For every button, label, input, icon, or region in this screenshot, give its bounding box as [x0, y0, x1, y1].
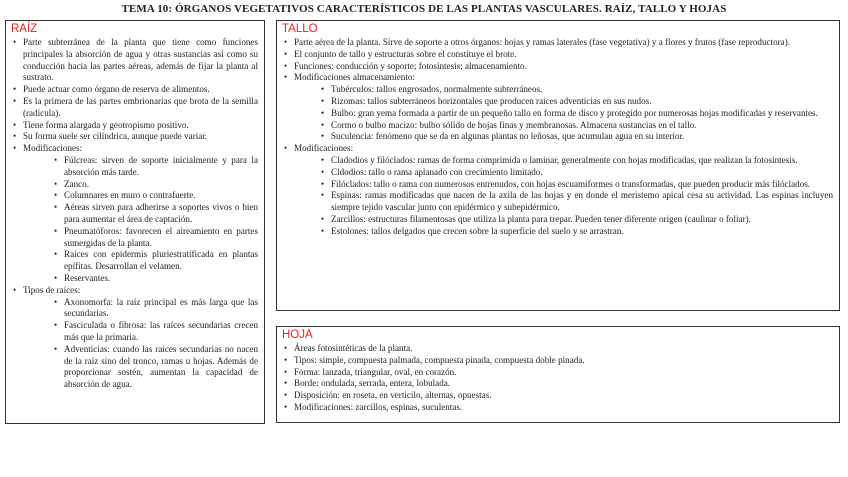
list-item: • Adventicias: cuando las raíces secundarias no nacen de la raíz sino del tronco, ramas u hojas. Además de proporcionar sostén, aumentan la capacidad de absorción de agua.: [64, 344, 258, 391]
list-item: • Puede actuar como órgano de reserva de alimentos.: [23, 84, 258, 96]
list-item: • Aéreas sirven para adherirse a soportes vivos o bien para aumentar el área de captación.: [64, 202, 258, 226]
list-item: • Rizomas: tallos subterráneos horizontales que producen raíces adventicias en sus nudos.: [331, 96, 833, 108]
list-item: • Bulbo: gran yema formada a partir de un pequeño tallo en forma de disco y protegido por numerosas hojas modificadas y reservantes.: [331, 108, 833, 120]
list-item: • Cladodios y filóclados: ramas de forma comprimida o laminar, generalmente con hojas modificadas, que realizan la fotosíntesis.: [331, 155, 833, 167]
tallo-list: [282, 37, 833, 238]
list-item: • El conjunto de tallo y estructuras sobre el constituye el brote.: [294, 49, 833, 61]
list-item: • Su forma suele ser cilíndrica, aunque puede variar.: [23, 131, 258, 143]
list-item: • Tiene forma alargada y geotropismo positivo.: [23, 120, 258, 132]
list-item: • Reservantes.: [64, 273, 258, 285]
raiz-list: [11, 37, 258, 391]
tallo-mods-label: Modificaciones:: [294, 143, 354, 154]
list-item: • Borde: ondulada, serrada, entera, lobulada.: [294, 378, 833, 390]
raiz-heading: RAÍZ: [11, 23, 38, 35]
hoja-box: [276, 326, 840, 423]
raiz-types-label: Tipos de raíces:: [23, 284, 81, 295]
list-item: • Filóclados: tallo o rama con numerosos entrenudos, con hojas escuamiformes o transformadas, que pueden producir más filóclados.: [331, 179, 833, 191]
list-item: • Raíces con epidermis pluriestratificada en plantas epífitas. Desarrollan el velamen.: [64, 249, 258, 273]
list-item: • Parte subterránea de la planta que tiene como funciones principales la absorción de agua y otras sustancias así como su conducción hacia las partes aéreas, además de fijar la planta al sustrato.: [23, 37, 258, 84]
list-item: • Funciones: conducción y soporte; fotosíntesis; almacenamiento.: [294, 61, 833, 73]
list-item: • Áreas fotosintéticas de la planta.: [294, 343, 833, 355]
tallo-heading: TALLO: [282, 23, 318, 35]
list-item: • Modificaciones: zarcillos, espinas, suculentas.: [294, 402, 833, 414]
hoja-list: [282, 343, 833, 414]
list-item: [294, 143, 833, 237]
list-item: • Cormo o bulbo macizo: bulbo sólido de hojas finas y membranosas. Almacena sustancias en el tallo.: [331, 120, 833, 132]
list-item: • Disposición: en roseta, en verticilo, alternas, opuestas.: [294, 390, 833, 402]
list-item: • Tubérculos: tallos engrosados, normalmente subterráneos.: [331, 84, 833, 96]
list-item: • Axonomorfa: la raíz principal es más larga que las secundarias.: [64, 297, 258, 321]
hoja-heading: HOJA: [282, 329, 313, 341]
list-item: • Espinas: ramas modificadas que nacen de la axila de las hojas y en donde el meristemo apical cesa su actividad. Las espinas incluyen siempre tejido vascular junto con epidérmico y subepidérmico.: [331, 190, 833, 214]
list-item: • Tipos: simple, compuesta palmada, compuesta pinada, compuesta doble pinada.: [294, 355, 833, 367]
tallo-storage-label: Modificaciones almacenamiento:: [294, 72, 415, 83]
tallo-storage-list: [294, 84, 833, 143]
list-item: • Cldodios: tallo o rama aplanado con crecimiento limitado.: [331, 167, 833, 179]
list-item: [294, 72, 833, 143]
raiz-modifications-list: [23, 155, 258, 285]
tallo-box: [276, 20, 840, 311]
list-item: • Columnares en muro o contrafuerte.: [64, 190, 258, 202]
tallo-mods-list: [294, 155, 833, 238]
list-item: • Es la primera de las partes embrionarias que brota de la semilla (radícula).: [23, 96, 258, 120]
list-item: [23, 285, 258, 391]
list-item: • Fasciculada o fibrosa: las raíces secundarias crecen más que la primaria.: [64, 320, 258, 344]
list-item: • Zarcillos: estructuras filamentosas que utiliza la planta para trepar. Pueden tener diferente origen (caulinar o foliar).: [331, 214, 833, 226]
raiz-types-list: [23, 297, 258, 391]
list-item: • Forma: lanzada, triangular, oval, en corazón.: [294, 367, 833, 379]
raiz-modifications-label: Modificaciones:: [23, 143, 83, 154]
raiz-box: [5, 20, 265, 424]
list-item: • Parte aérea de la planta. Sirve de soporte a otros órganos: hojas y ramas laterales (fase vegetativa) y a flores y frutos (fase reproductora).: [294, 37, 833, 49]
list-item: • Zanco.: [64, 179, 258, 191]
list-item: • Fúlcreas: sirven de soporte inicialmente y para la absorción más tarde.: [64, 155, 258, 179]
list-item: • Pneumatóforos: favorecen el aireamiento en partes sumergidas de la planta.: [64, 226, 258, 250]
list-item: [23, 143, 258, 285]
list-item: • Suculencia: fenómeno que se da en algunas plantas no leñosas, que acumulan agua en su interior.: [331, 131, 833, 143]
page-title: TEMA 10: ÓRGANOS VEGETATIVOS CARACTERÍSTICOS DE LAS PLANTAS VASCULARES. RAÍZ, TALLO Y HOJAS: [121, 3, 727, 15]
list-item: • Estolones: tallos delgados que crecen sobre la superficie del suelo y se arrastran.: [331, 226, 833, 238]
